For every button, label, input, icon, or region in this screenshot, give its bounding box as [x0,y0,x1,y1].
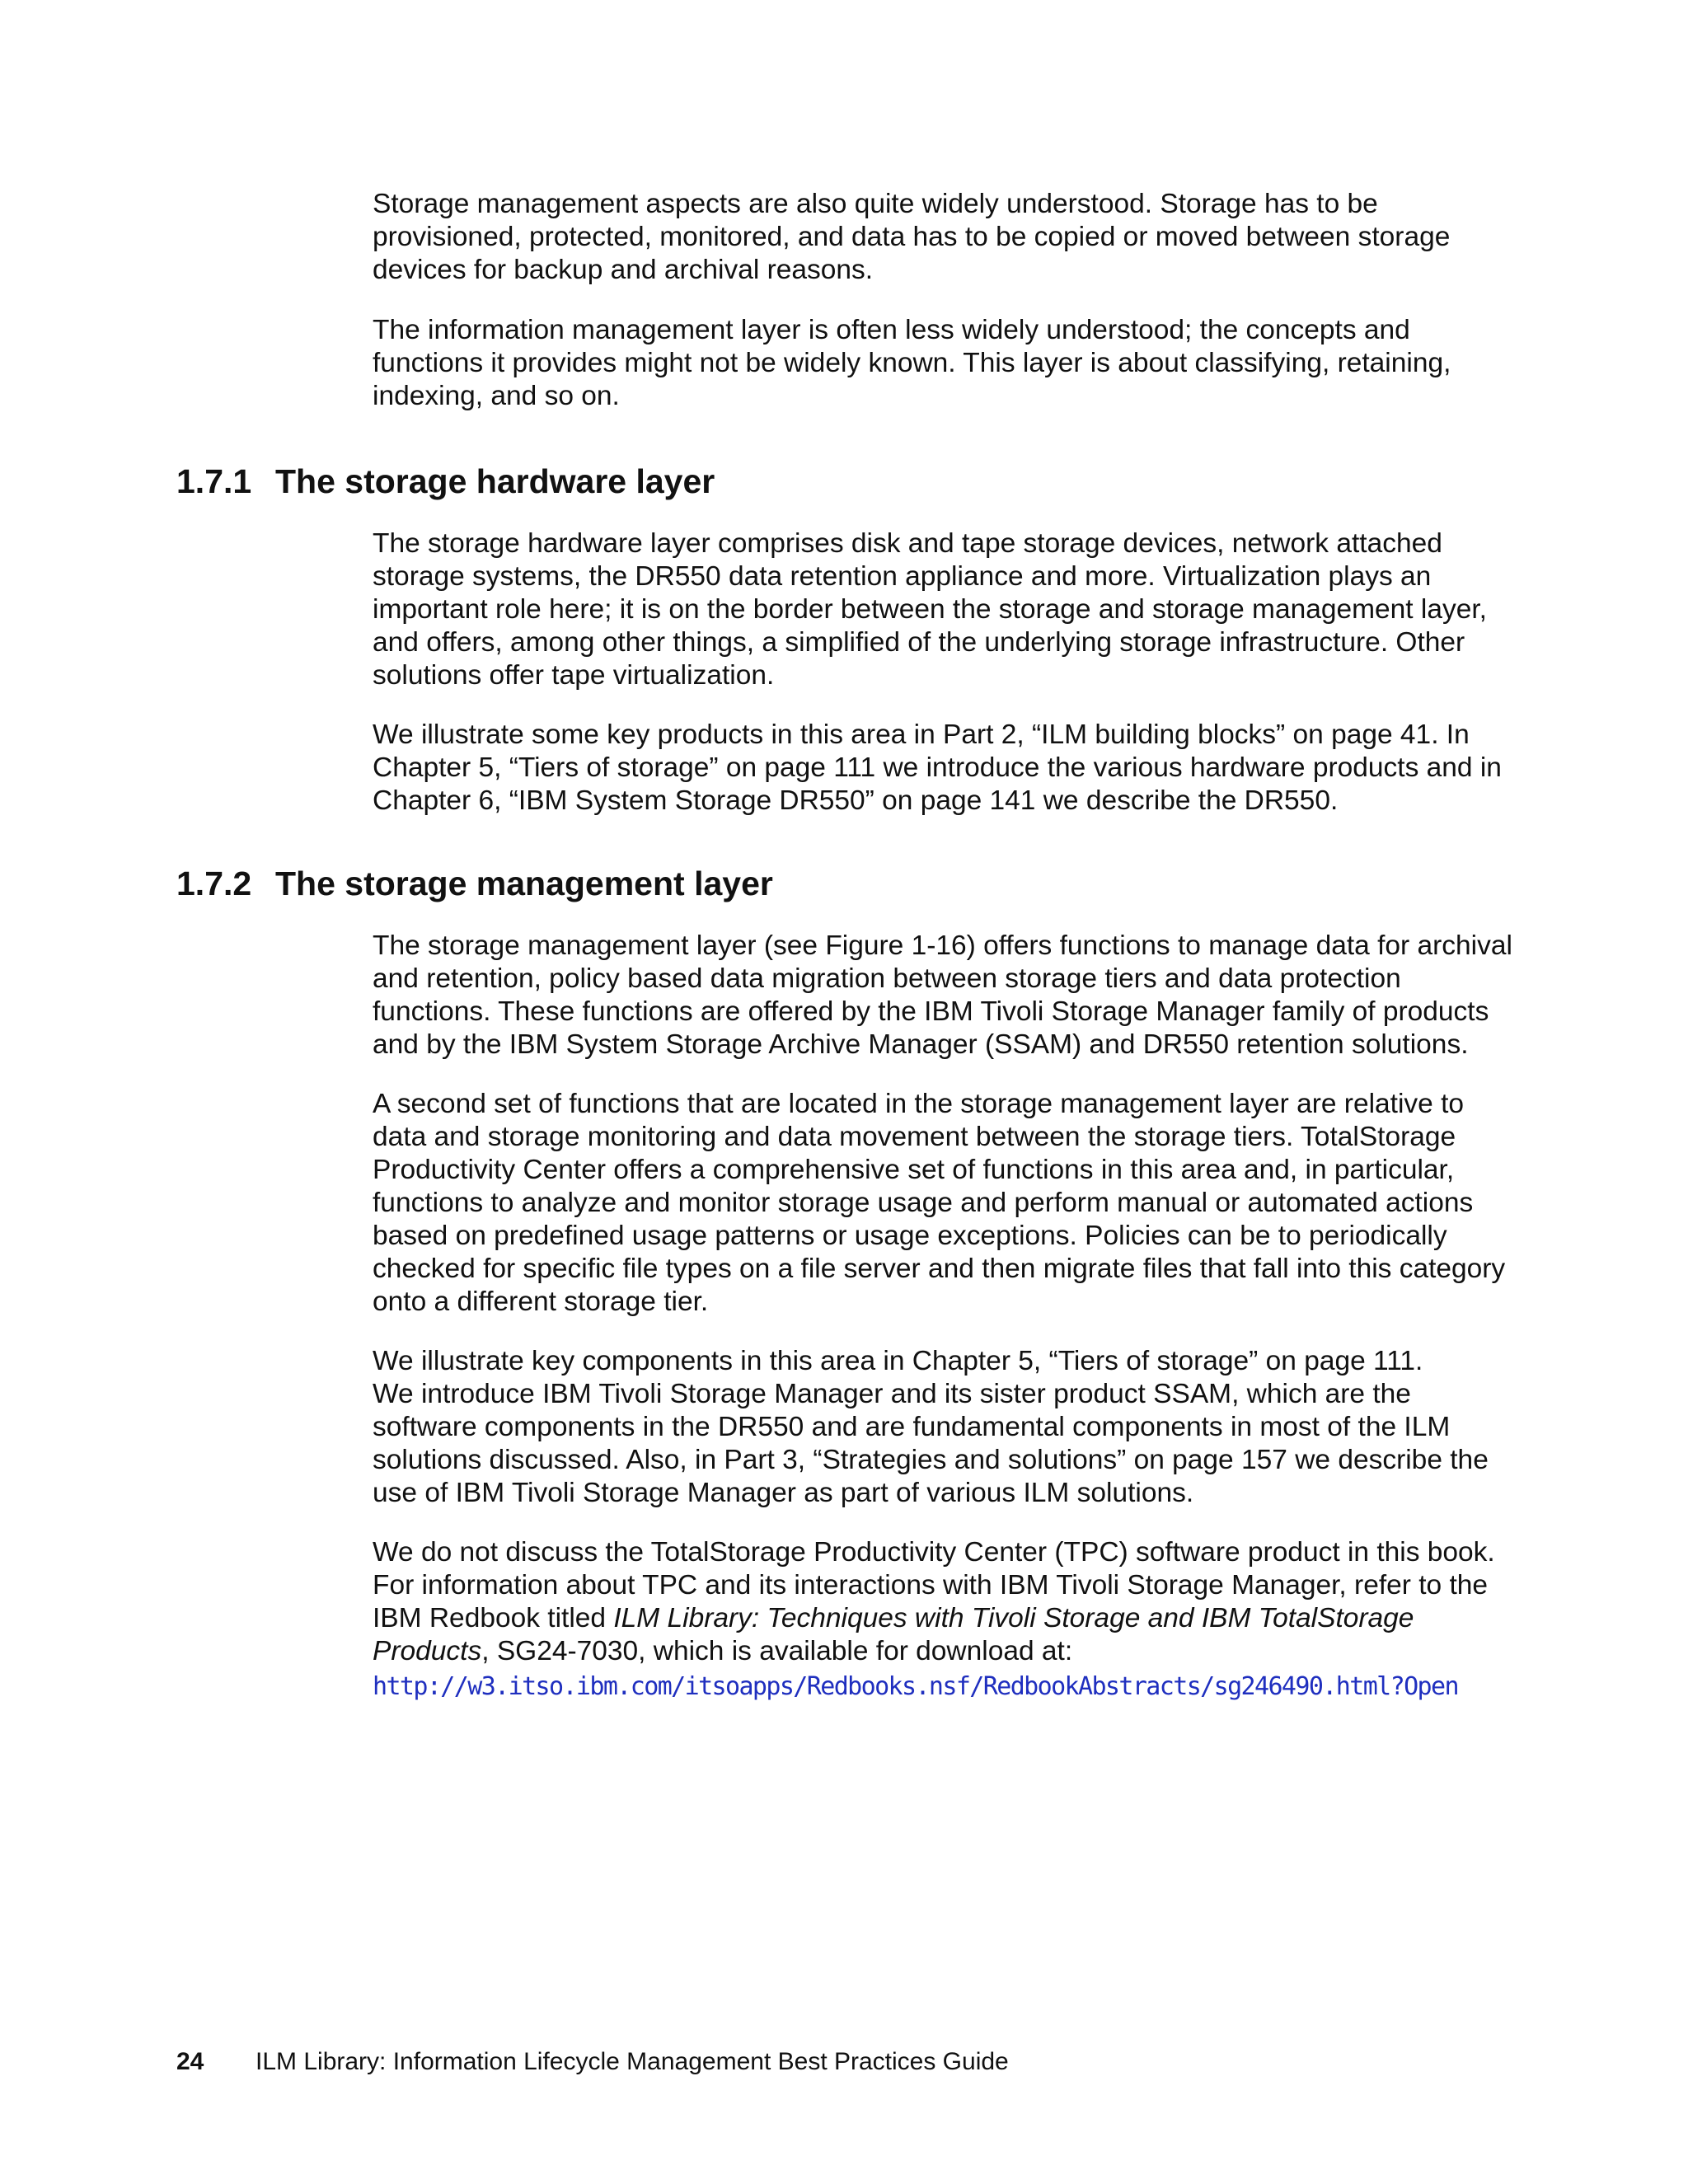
book-title: ILM Library: Information Lifecycle Management Best Practices Guide [256,2048,1009,2075]
text-line: We illustrate some key products in this area in Part 2, “ILM building blocks” on page 41. In [373,719,1470,750]
section-number: 1.7.1 [176,462,252,500]
section-heading-1-7-1 [176,461,715,502]
text-line: Productivity Center offers a comprehensive set of functions in this area and, in particular, [373,1155,1455,1185]
text-line [373,1635,1502,1668]
text-line: based on predefined usage patterns or usage exceptions. Policies can be to periodically [373,1221,1447,1251]
text-line: checked for specific file types on a file server and then migrate files that fall into this category [373,1254,1506,1284]
text-line: Chapter 5, “Tiers of storage” on page 111 we introduce the various hardware products and in [373,752,1502,783]
text-line: functions. These functions are offered by the IBM Tivoli Storage Manager family of products [373,996,1489,1027]
text-fragment: IBM Redbook titled [373,1603,614,1633]
text-line: solutions offer tape virtualization. [373,660,775,691]
paragraph-information-management-layer [373,314,1502,413]
redbook-download-link[interactable]: http://w3.itso.ibm.com/itsoapps/Redbooks.nsf/RedbookAbstracts/sg246490.html?Open [373,1672,1458,1701]
paragraph-storage-management-aspects [373,188,1502,287]
text-line: For information about TPC and its interactions with IBM Tivoli Storage Manager, refer to the [373,1570,1489,1601]
text-line: and by the IBM System Storage Archive Manager (SSAM) and DR550 retention solutions. [373,1029,1469,1060]
paragraph-second-set-of-functions [373,1088,1506,1319]
text-line: functions it provides might not be widely known. This layer is about classifying, retaining, [373,348,1451,378]
text-line: The information management layer is often less widely understood; the concepts and [373,315,1410,345]
paragraph-key-products [373,719,1502,818]
text-line: functions to analyze and monitor storage usage and perform manual or automated actions [373,1188,1474,1218]
text-line: and retention, policy based data migration between storage tiers and data protection [373,963,1401,994]
text-line: We do not discuss the TotalStorage Productivity Center (TPC) software product in this book. [373,1537,1495,1568]
section-title: The storage hardware layer [275,462,715,500]
text-line: We introduce IBM Tivoli Storage Manager and its sister product SSAM, which are the [373,1379,1411,1409]
paragraph-storage-management-layer [373,930,1512,1062]
text-line: onto a different storage tier. [373,1286,709,1317]
text-line: The storage hardware layer comprises disk and tape storage devices, network attached [373,528,1442,559]
text-line: A second set of functions that are located in the storage management layer are relative to [373,1089,1465,1119]
paragraph-storage-hardware-layer [373,527,1502,692]
text-line: devices for backup and archival reasons. [373,255,874,285]
text-line: and offers, among other things, a simplified of the underlying storage infrastructure. Other [373,627,1465,658]
text-line: use of IBM Tivoli Storage Manager as part of various ILM solutions. [373,1478,1194,1508]
text-line: We illustrate key components in this area in Chapter 5, “Tiers of storage” on page 111. [373,1346,1423,1376]
book-title-italic: Products [373,1636,482,1666]
text-line: Storage management aspects are also quite widely understood. Storage has to be [373,189,1378,219]
section-heading-1-7-2 [176,863,773,904]
book-title-italic: ILM Library: Techniques with Tivoli Storage and IBM TotalStorage [613,1603,1414,1633]
paragraph-key-components [373,1345,1502,1510]
text-line: The storage management layer (see Figure 1-16) offers functions to manage data for archival [373,930,1512,961]
paragraph-tpc-not-discussed [373,1536,1502,1668]
text-fragment: , SG24-7030, which is available for download at: [481,1636,1073,1666]
text-line: data and storage monitoring and data movement between the storage tiers. TotalStorage [373,1122,1456,1152]
text-line: Chapter 6, “IBM System Storage DR550” on page 141 we describe the DR550. [373,785,1339,816]
text-line [373,1602,1502,1635]
page-footer [176,2046,1009,2079]
section-title: The storage management layer [275,865,773,902]
text-line: important role here; it is on the border between the storage and storage management layer, [373,594,1487,625]
text-line: indexing, and so on. [373,381,620,411]
text-line: software components in the DR550 and are fundamental components in most of the ILM [373,1412,1451,1442]
page-number: 24 [176,2048,204,2075]
text-line: provisioned, protected, monitored, and data has to be copied or moved between storage [373,222,1451,252]
text-line: storage systems, the DR550 data retention appliance and more. Virtualization plays an [373,561,1432,592]
section-number: 1.7.2 [176,865,252,902]
text-line: solutions discussed. Also, in Part 3, “Strategies and solutions” on page 157 we describe the [373,1445,1489,1475]
